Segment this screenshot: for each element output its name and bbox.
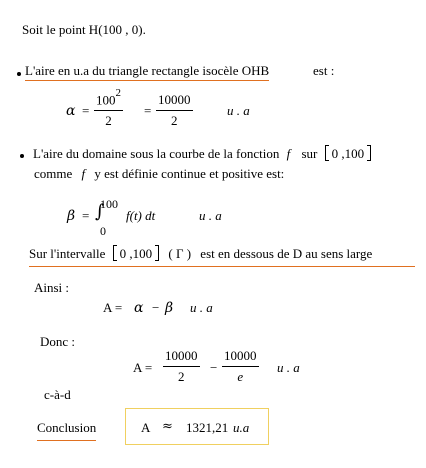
alpha-den2: 2 (171, 113, 178, 128)
continuity-comme: comme (34, 166, 73, 181)
eq-a-unit: u . a (190, 300, 213, 315)
integral-sign: ∫ (95, 201, 105, 222)
cad-label: c-à-d (44, 387, 71, 402)
interval2-bracket-right (155, 245, 159, 261)
integral-lower-bound: 0 (100, 224, 106, 238)
triangle-area-heading: L'aire en u.a du triangle rectangle isocèle OHB (25, 63, 269, 81)
point-h-statement: Soit le point H(100 , 0). (22, 22, 146, 37)
eq-b-fraction-2 (222, 348, 259, 385)
conclusion-label: Conclusion (37, 420, 96, 441)
beta-symbol: β (67, 208, 76, 224)
bullet-2 (20, 154, 24, 158)
triangle-area-heading-suffix: est : (313, 63, 335, 78)
alpha-equals-2: = (144, 103, 152, 118)
eq-b-num2: 10000 (222, 348, 259, 367)
interval-value: 0 ,100 (331, 146, 365, 161)
bullet-1 (17, 72, 21, 76)
eq-b-lhs: A = (133, 360, 153, 375)
alpha-fraction-1 (94, 87, 123, 129)
alpha-symbol: α (66, 103, 76, 119)
alpha-equals: = (82, 103, 90, 118)
alpha-num1: 100 (96, 92, 116, 108)
function-f: f (286, 146, 291, 161)
eq-a-alpha: α (134, 300, 144, 316)
gamma-curve: ( Γ ) (168, 246, 192, 261)
result-unit: u.a (233, 420, 250, 435)
eq-b-den1: 2 (178, 369, 185, 384)
beta-equals: = (82, 208, 90, 223)
domain-area-sur: sur (301, 146, 318, 161)
function-f-2: f (81, 166, 86, 181)
interval-statement-text-2: est en dessous de D au sens large (200, 246, 373, 261)
interval-statement (29, 245, 415, 267)
alpha-fraction-2 (156, 92, 193, 129)
eq-b-unit: u . a (277, 360, 300, 375)
result-value: 1321,21 (186, 420, 229, 435)
eq-b-den2: e (237, 369, 244, 384)
continuity-text: y est définie continue et positive est: (94, 166, 285, 181)
integral-upper-bound: 100 (100, 197, 118, 211)
interval-statement-text: Sur l'intervalle (29, 246, 106, 261)
alpha-unit: u . a (227, 103, 250, 118)
eq-b-minus: − (210, 360, 218, 375)
eq-a-beta: β (165, 300, 174, 316)
domain-area-heading (33, 145, 371, 162)
interval2-bracket-left (113, 245, 117, 261)
beta-unit: u . a (199, 208, 222, 223)
result-approx: ≈ (162, 419, 173, 434)
interval-bracket-right (367, 145, 371, 161)
eq-b-fraction-1 (163, 348, 200, 385)
integrand: f(t) dt (126, 208, 156, 223)
eq-b-num1: 10000 (163, 348, 200, 367)
interval-bracket-left (325, 145, 329, 161)
alpha-exponent: 2 (115, 87, 121, 99)
result-lhs: A (141, 420, 151, 435)
continuity-statement (34, 166, 284, 182)
donc-label: Donc : (40, 334, 76, 349)
alpha-num2: 10000 (156, 92, 193, 111)
domain-area-text: L'aire du domaine sous la courbe de la fonction (33, 146, 280, 161)
ainsi-label: Ainsi : (34, 280, 70, 295)
eq-a-lhs: A = (103, 300, 123, 315)
result-box (125, 408, 269, 445)
eq-a-minus: − (152, 300, 160, 315)
alpha-den1: 2 (105, 113, 112, 129)
interval2-value: 0 ,100 (119, 246, 153, 261)
